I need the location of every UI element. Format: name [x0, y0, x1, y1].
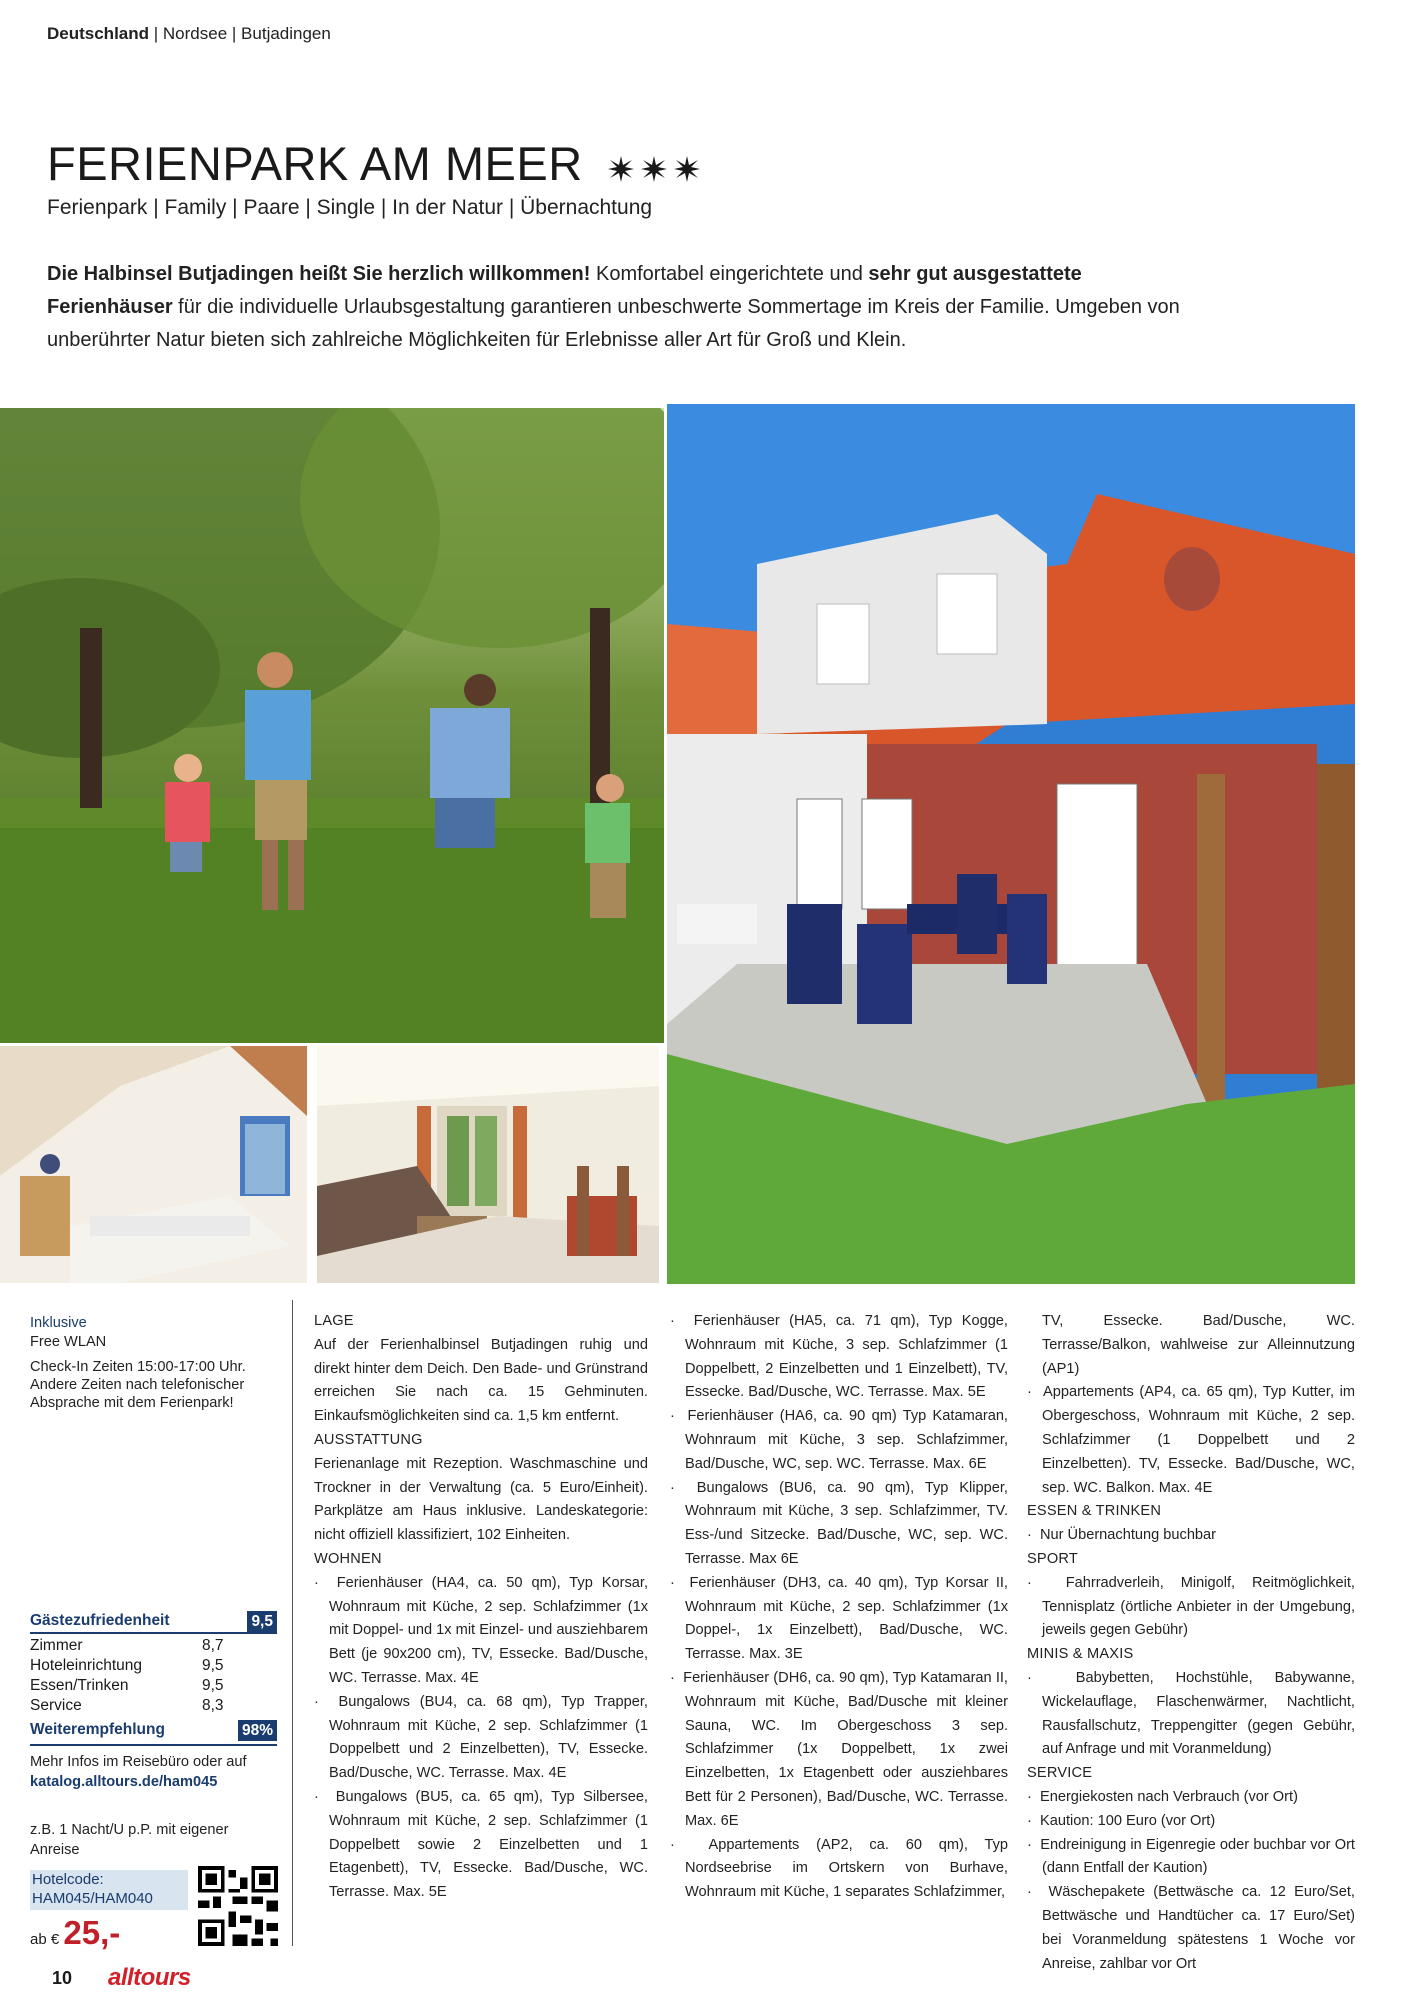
ratings-heading: Gästezufriedenheit — [30, 1612, 170, 1629]
subtitle: Ferienpark | Family | Paare | Single | In der Natur | Übernachtung — [47, 196, 653, 219]
price-prefix: ab € — [30, 1931, 60, 1948]
page-number: 10 — [52, 1968, 73, 1988]
list-item: · Fahrradverleih, Minigolf, Reitmöglichkeit, Tennisplatz (örtliche Anbieter in der Umgebung, jeweils gegen Gebühr) — [1027, 1574, 1355, 1639]
recommend-label: Weiterempfehlung — [30, 1721, 165, 1738]
wlan-text: Free WLAN — [30, 1334, 107, 1350]
intro-bold-2: sehr gut ausgestattete Ferienhäuser — [47, 263, 1082, 318]
bedroom-photo — [0, 1046, 307, 1283]
list-item: · Energiekosten nach Verbrauch (vor Ort) — [1027, 1788, 1298, 1805]
list-item: · Nur Übernachtung buchbar — [1027, 1527, 1217, 1544]
intro-text — [47, 258, 1187, 357]
intro-text-2: für die individuelle Urlaubsgestaltung garantieren unbeschwerte Sommertage im Kreis der Familie. Umgeben von unberührter Natur bieten sich zahlreiche Möglichkeiten für Erlebnisse aller Art für Groß und Klein. — [47, 296, 1180, 351]
rating-label: Service — [30, 1697, 82, 1714]
wohnen-heading: WOHNEN — [314, 1550, 382, 1567]
list-item: · Ferienhäuser (DH6, ca. 90 qm), Typ Katamaran II, Wohnraum mit Küche, Bad/Dusche mit kleiner Sauna, WC. Im Obergeschoss 3 sep. Schlafzimmer (1x Doppelbett, 1x zwei Einzelbetten, 1x Etagenbett oder ausziehbares Bett für 2 Personen), Bad/Dusche, WC. Terrasse. Max. 6E — [670, 1669, 1008, 1829]
rating-row — [30, 1676, 247, 1696]
qr-code-icon[interactable] — [198, 1866, 278, 1946]
list-item: · Bungalows (BU4, ca. 68 qm), Typ Trapper, Wohnraum mit Küche, 2 sep. Schlafzimmer (1 Doppelbett und 2 Einzelbetten), TV, Essecke. Bad/Dusche, WC. Terrasse. Max. 4E — [314, 1693, 648, 1782]
column-1 — [314, 1310, 648, 1905]
ratings-box — [30, 1610, 277, 1746]
ausstattung-heading: AUSSTATTUNG — [314, 1431, 423, 1448]
service-heading: SERVICE — [1027, 1765, 1093, 1782]
inclusive-section — [30, 1314, 270, 1412]
rating-row — [30, 1696, 247, 1716]
ratings-score-badge: 9,5 — [247, 1611, 277, 1632]
intro-text-1: Komfortabel eingerichtete und — [590, 263, 869, 285]
lage-heading: LAGE — [314, 1313, 354, 1329]
list-item: · Ferienhäuser (HA5, ca. 71 qm), Typ Kogge, Wohnraum mit Küche, 3 sep. Schlafzimmer (1 Doppelbett, 2 Einzelbetten und 1 Einzelbett), TV, Essecke. Bad/Dusche, WC. Terrasse. Max. 5E — [670, 1313, 1008, 1401]
recommend-row — [30, 1718, 277, 1742]
price — [30, 1914, 120, 1952]
hotelcode-label: Hotelcode: — [32, 1871, 104, 1888]
breadcrumb-place: Butjadingen — [241, 24, 331, 43]
alltours-logo: alltours — [108, 1964, 191, 1991]
more-info — [30, 1752, 280, 1792]
list-item: · Bungalows (BU5, ca. 65 qm), Typ Silbersee, Wohnraum mit Küche, 2 sep. Schlafzimmer (1 Doppelbett sowie 2 Einzelbetten und 1 Etagenbett), TV, Essecke. Bad/Dusche, WC. Terrasse. Max. 5E — [314, 1788, 648, 1901]
ap1-continued: TV, Essecke. Bad/Dusche, WC. Terrasse/Balkon, wahlweise zur Alleinnutzung (AP1) — [1042, 1313, 1355, 1377]
rating-value: 9,5 — [202, 1677, 224, 1694]
rating-label: Zimmer — [30, 1637, 83, 1654]
family-meadow-photo — [0, 408, 664, 1043]
rating-row — [30, 1636, 247, 1656]
ratings-header — [30, 1610, 277, 1634]
list-item: · Babybetten, Hochstühle, Babywanne, Wickelauflage, Flaschenwärmer, Nachtlicht, Rausfallschutz, Treppengitter (gegen Gebühr, auf Anfrage und mit Voranmeldung) — [1027, 1669, 1355, 1758]
list-item: · Appartements (AP2, ca. 60 qm), Typ Nordseebrise im Ortskern von Burhave, Wohnraum mit Küche, 1 separates Schlafzimmer, — [670, 1836, 1008, 1901]
recommend-badge: 98% — [238, 1720, 277, 1741]
list-item: · Bungalows (BU6, ca. 90 qm), Typ Klipper, Wohnraum mit Küche, 3 sep. Schlafzimmer, TV. Ess-/und Sitzecke. Bad/Dusche, WC, sep. WC. Terrasse. Max 6E — [670, 1479, 1008, 1567]
living-room-photo — [317, 1046, 659, 1283]
list-item: · Wäschepakete (Bettwäsche ca. 12 Euro/Set, Bettwäsche und Handtücher ca. 17 Euro/Set) bei Voranmeldung spätestens 1 Woche vor Anreise, zahlbar vor Ort — [1027, 1884, 1355, 1972]
list-item: · Endreinigung in Eigenregie oder buchbar vor Ort (dann Entfall der Kaution) — [1027, 1836, 1355, 1877]
ausstattung-text: Ferienanlage mit Rezeption. Waschmaschine und Trockner in der Verwaltung (ca. 5 Euro/Einheit). Parkplätze am Haus inklusive. Landeskategorie: nicht offiziell klassifiziert, 102 Einheiten. — [314, 1455, 648, 1544]
list-item: · Ferienhäuser (HA4, ca. 50 qm), Typ Korsar, Wohnraum mit Küche, 2 sep. Schlafzimmer (1x mit Doppel- und 1x mit Einzel- und ausziehbarem Bett (je 90x200 cm), TV, Essecke. Bad/Dusche, WC. Terrasse. Max. 4E — [314, 1574, 648, 1686]
hotelcode-value: HAM045/HAM040 — [32, 1890, 153, 1907]
rating-label: Essen/Trinken — [30, 1677, 129, 1694]
breadcrumb-region: Nordsee — [162, 24, 228, 43]
star-icon — [608, 156, 634, 182]
column-3 — [1027, 1310, 1355, 1976]
hotelcode-box — [30, 1870, 188, 1910]
rating-row — [30, 1656, 247, 1676]
rating-value: 9,5 — [202, 1657, 224, 1674]
star-icon — [674, 156, 700, 182]
holiday-house-photo — [667, 404, 1355, 1284]
checkin-text: Check-In Zeiten 15:00-17:00 Uhr. Andere Zeiten nach telefonischer Absprache mit dem Ferienpark! — [30, 1359, 246, 1411]
column-divider — [292, 1300, 293, 1946]
breadcrumb: Deutschland | Nordsee | Butjadingen — [47, 24, 331, 43]
price-value: 25,- — [63, 1914, 121, 1951]
catalog-link[interactable]: katalog.alltours.de/ham045 — [30, 1774, 218, 1790]
essen-heading: ESSEN & TRINKEN — [1027, 1503, 1162, 1520]
inclusive-heading: Inklusive — [30, 1315, 87, 1331]
rating-value: 8,3 — [202, 1697, 224, 1714]
rating-label: Hoteleinrichtung — [30, 1657, 143, 1674]
rating-stars — [606, 140, 706, 195]
star-icon — [641, 156, 667, 182]
list-item: · Ferienhäuser (HA6, ca. 90 qm) Typ Katamaran, Wohnraum mit Küche, 3 sep. Schlafzimmer, Bad/Dusche, WC, sep. WC. Terrasse. Max. 6E — [670, 1408, 1008, 1472]
title-text: FERIENPARK AM MEER — [47, 137, 583, 190]
rating-value: 8,7 — [202, 1637, 224, 1654]
price-example: z.B. 1 Nacht/U p.P. mit eigener Anreise — [30, 1822, 229, 1858]
list-item: · Kaution: 100 Euro (vor Ort) — [1027, 1812, 1216, 1829]
column-2 — [670, 1310, 1008, 1905]
list-item: · Appartements (AP4, ca. 65 qm), Typ Kutter, im Obergeschoss, Wohnraum mit Küche, 2 sep. Schlafzimmer (1 Doppelbett und 2 Einzelbetten). TV, Essecke. Bad/Dusche, WC, sep. WC. Balkon. Max. 4E — [1027, 1384, 1355, 1496]
more-info-text: Mehr Infos im Reisebüro oder auf — [30, 1754, 247, 1770]
intro-bold-1: Die Halbinsel Butjadingen heißt Sie herzlich willkommen! — [47, 263, 591, 285]
page-title — [47, 136, 706, 195]
list-item: · Ferienhäuser (DH3, ca. 40 qm), Typ Korsar II, Wohnraum mit Küche, 2 sep. Schlafzimmer (1x Doppel-, 1x Einzelbett), Bad/Dusche, WC. Terrasse. Max. 3E — [670, 1574, 1008, 1663]
sport-heading: SPORT — [1027, 1550, 1079, 1567]
breadcrumb-country: Deutschland — [47, 24, 150, 43]
lage-text: Auf der Ferienhalbinsel Butjadingen ruhig und direkt hinter dem Deich. Den Bade- und Grünstrand erreichen Sie nach ca. 15 Gehminuten. Einkaufsmöglichkeiten sind ca. 1,5 km entfernt. — [314, 1336, 648, 1425]
minis-heading: MINIS & MAXIS — [1027, 1646, 1134, 1663]
